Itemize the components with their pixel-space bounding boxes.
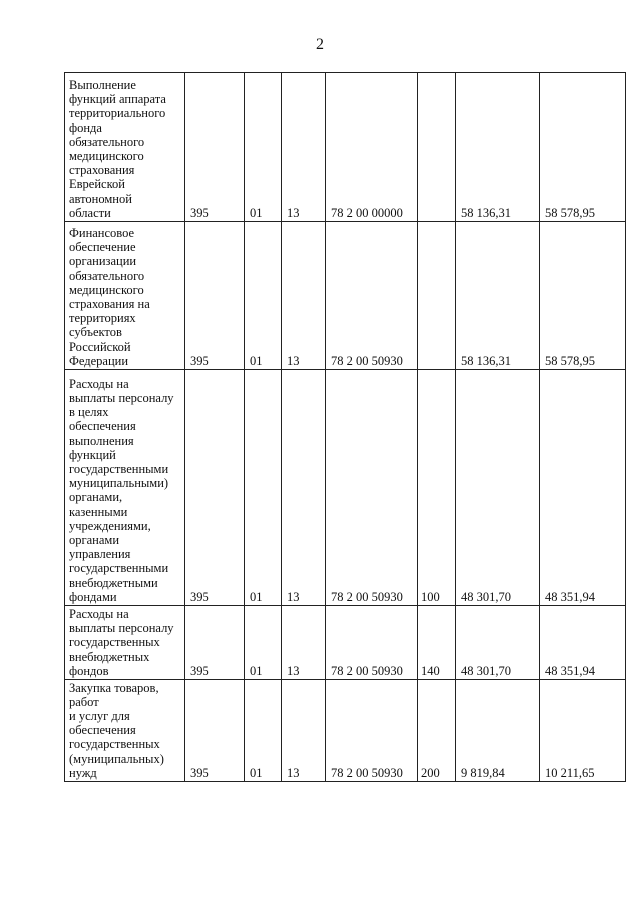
amount-2-cell: 10 211,65: [540, 680, 626, 782]
subsection-code-cell: 13: [282, 222, 326, 370]
amount-1-cell: 58 136,31: [456, 73, 540, 222]
expense-type-cell: [418, 222, 456, 370]
amount-2-cell: 48 351,94: [540, 606, 626, 680]
table-row: [65, 370, 626, 606]
ministry-code-cell: 395: [185, 370, 245, 606]
subsection-code-cell: 13: [282, 680, 326, 782]
expense-name-cell: Расходы на выплаты персоналу государственных внебюджетных фондов: [65, 606, 185, 680]
expense-name-cell: Расходы на выплаты персоналу в целях обеспечения выполнения функций государственными муниципальными) органами, казенными учреждениями, органами управления государственными внебюджетными фондами: [65, 370, 185, 606]
table-row: [65, 680, 626, 782]
table-row: [65, 73, 626, 222]
table-row: [65, 606, 626, 680]
amount-1-cell: 48 301,70: [456, 370, 540, 606]
page-number: 2: [316, 36, 324, 53]
ministry-code-cell: 395: [185, 680, 245, 782]
ministry-code-cell: 395: [185, 606, 245, 680]
amount-1-cell: 48 301,70: [456, 606, 540, 680]
expense-name-cell: Выполнение функций аппарата территориального фонда обязательного медицинского страхования Еврейской автономной области: [65, 73, 185, 222]
section-code-cell: 01: [245, 73, 282, 222]
section-code-cell: 01: [245, 222, 282, 370]
section-code-cell: 01: [245, 606, 282, 680]
target-article-cell: 78 2 00 50930: [326, 370, 418, 606]
section-code-cell: 01: [245, 370, 282, 606]
amount-2-cell: 58 578,95: [540, 73, 626, 222]
ministry-code-cell: 395: [185, 73, 245, 222]
table-row: [65, 222, 626, 370]
expense-name-cell: Финансовое обеспечение организации обязательного медицинского страхования на территориях субъектов Российской Федерации: [65, 222, 185, 370]
section-code-cell: 01: [245, 680, 282, 782]
budget-table: [64, 72, 626, 782]
expense-type-cell: 200: [418, 680, 456, 782]
amount-1-cell: 9 819,84: [456, 680, 540, 782]
ministry-code-cell: 395: [185, 222, 245, 370]
expense-name-cell: Закупка товаров, работ и услуг для обеспечения государственных (муниципальных) нужд: [65, 680, 185, 782]
subsection-code-cell: 13: [282, 370, 326, 606]
target-article-cell: 78 2 00 50930: [326, 606, 418, 680]
amount-2-cell: 48 351,94: [540, 370, 626, 606]
target-article-cell: 78 2 00 00000: [326, 73, 418, 222]
expense-type-cell: [418, 73, 456, 222]
expense-type-cell: 100: [418, 370, 456, 606]
amount-2-cell: 58 578,95: [540, 222, 626, 370]
target-article-cell: 78 2 00 50930: [326, 680, 418, 782]
subsection-code-cell: 13: [282, 606, 326, 680]
amount-1-cell: 58 136,31: [456, 222, 540, 370]
expense-type-cell: 140: [418, 606, 456, 680]
target-article-cell: 78 2 00 50930: [326, 222, 418, 370]
subsection-code-cell: 13: [282, 73, 326, 222]
